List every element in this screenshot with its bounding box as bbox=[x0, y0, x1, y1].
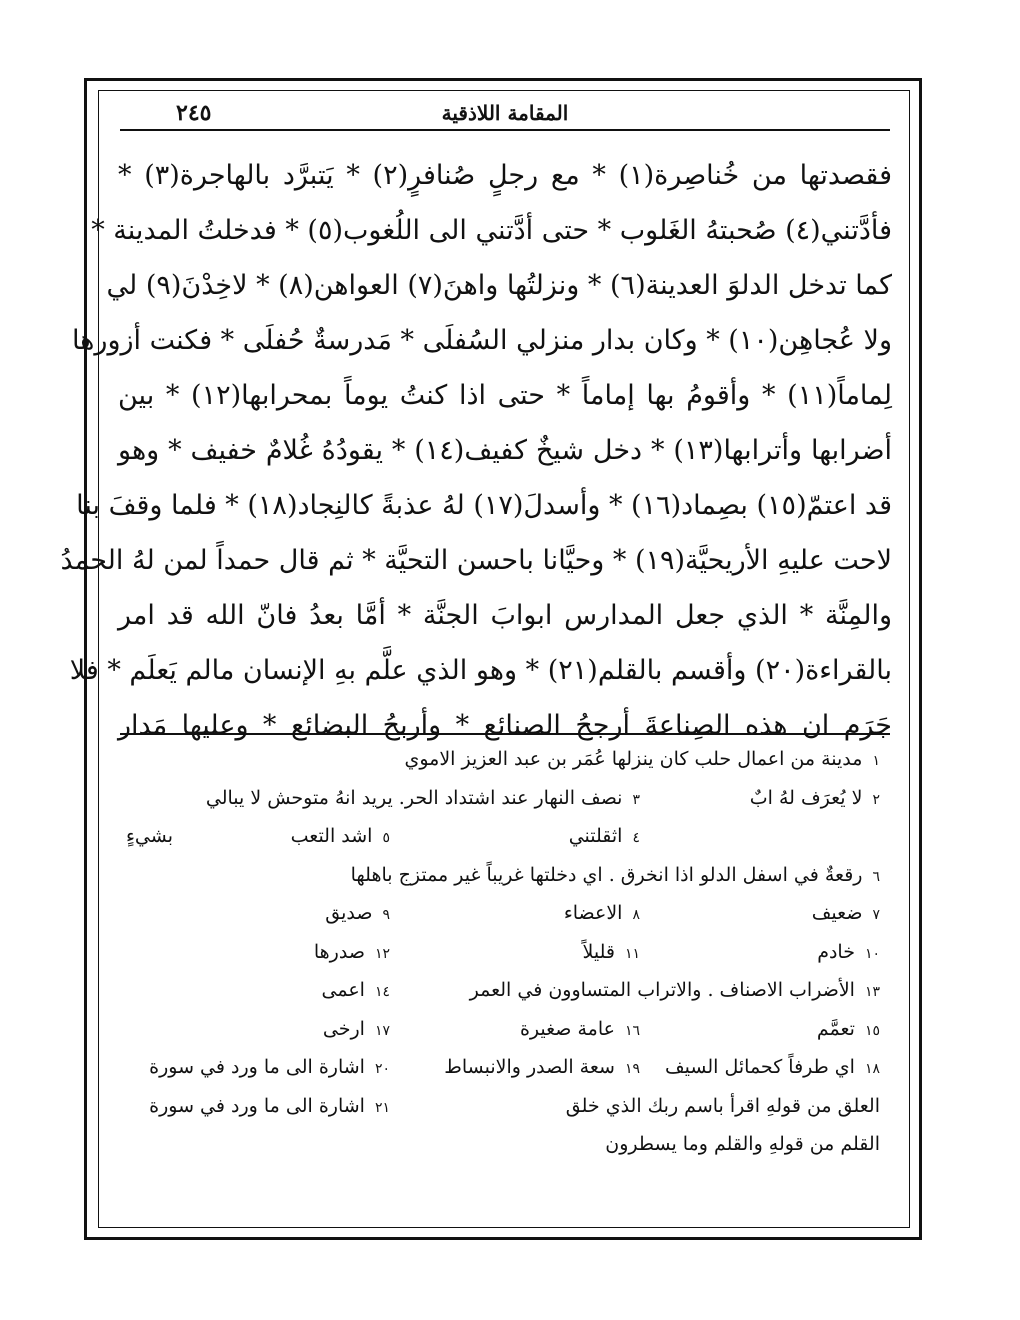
text-line: أضرابها وأترابها(١٣) * دخل شيخٌ كفيف(١٤) * يقودُهُ غُلامٌ خفيف * وهو bbox=[118, 435, 892, 466]
footnote-9: ٩صديق bbox=[325, 902, 390, 924]
footnote-10: ١٠خادم bbox=[817, 940, 880, 963]
footnote-row bbox=[120, 1010, 890, 1049]
footnote-row bbox=[120, 971, 890, 1010]
footnote-17: ١٧ارخى bbox=[322, 1017, 390, 1040]
footnote-row bbox=[120, 1087, 890, 1126]
text-line: لِماماً(١١) * وأقومُ بها إماماً * حتى اذا كنتُ يوماً بمحرابها(١٢) * بين bbox=[118, 380, 892, 411]
footnote-3: ٣نصف النهار عند اشتداد الحر. يريد انهُ متوحش لا يبالي bbox=[205, 786, 640, 809]
text-line: فأدَّتني(٤) صُحبتهُ الغَلوب * حتى أدَّتني الى اللُغوب(٥) * فدخلتُ المدينة * bbox=[91, 215, 892, 246]
footnote-16: ١٦عامة صغيرة bbox=[519, 1017, 640, 1040]
footnote-row bbox=[120, 1048, 890, 1087]
footnote-1: ١مدينة من اعمال حلب كان ينزلها عُمَر بن عبد العزيز الاموي bbox=[404, 748, 880, 770]
text-line: كما تدخل الدلوَ العدينة(٦) * ونزلتُها واهنَ(٧) العواهن(٨) * لاخِدْنَ(٩) لي bbox=[106, 270, 892, 301]
footnotes bbox=[120, 740, 890, 1164]
footnote-7: ٧ضعيف bbox=[811, 902, 880, 924]
footnote-21-continued: القلم من قولهِ والقلم وما يسطرون bbox=[605, 1133, 880, 1155]
footnote-4: ٤اثقلتني bbox=[568, 825, 640, 847]
footnote-14: ١٤اعمى bbox=[321, 979, 390, 1001]
footnote-20: ٢٠اشارة الى ما ورد في سورة bbox=[149, 1056, 390, 1078]
chapter-title: المقامة اللاذقية bbox=[441, 101, 569, 125]
page-header bbox=[120, 96, 890, 130]
footnote-row bbox=[120, 894, 890, 933]
footnote-20-continued: العلق من قولهِ اقرأ باسم ربك الذي خلق bbox=[565, 1094, 880, 1117]
footnote-19: ١٩سعة الصدر والانبساط bbox=[444, 1056, 640, 1078]
header-rule bbox=[120, 129, 890, 131]
footnote-18: ١٨اي طرفاً كحمائل السيف bbox=[665, 1056, 880, 1078]
main-text bbox=[60, 148, 892, 753]
page-number: ٢٤٥ bbox=[176, 100, 212, 126]
footnote-5: ٥اشد التعب bbox=[290, 825, 390, 847]
footnote-row bbox=[120, 740, 890, 779]
text-line: والمِنَّة * الذي جعل المدارس ابوابَ الجنَّة * أمَّا بعدُ فانّ الله قد امر bbox=[118, 600, 892, 631]
footnote-8: ٨الاعضاء bbox=[563, 902, 640, 924]
text-line: فقصدتها من خُناصِرة(١) * مع رجلٍ صُنافرٍ(٢) * يَتبرَّد بالهاجرة(٣) * bbox=[118, 160, 892, 191]
footnote-21: ٢١اشارة الى ما ورد في سورة bbox=[149, 1094, 390, 1117]
text-line: ولا عُجاهِن(١٠) * وكان بدار منزلي السُفلَى * مَدرسةٌ حُفلَى * فكنت أزورها bbox=[71, 325, 892, 356]
text-line: جَرَم ان هذه الصِناعةَ أرجحُ الصنائع * وأربحُ البضائع * وعليها مَدار bbox=[118, 710, 892, 741]
text-line: بالقراءة(٢٠) وأقسم بالقلم(٢١) * وهو الذي علَّم بهِ الإنسان مالم يَعلَم * فلا bbox=[69, 655, 892, 686]
footnote-13: ١٣الأضراب الاصناف . والاتراب المتساوون في العمر bbox=[469, 979, 880, 1001]
footnote-row bbox=[120, 1125, 890, 1164]
footnote-11: ١١قليلاً bbox=[582, 940, 640, 963]
footnotes-rule bbox=[120, 733, 890, 735]
footnote-row bbox=[120, 817, 890, 856]
text-line: لاحت عليهِ الأريحيَّة(١٩) * وحيَّانا باحسن التحيَّة * ثم قال حمداً لمن لهُ الحمدُ bbox=[60, 545, 892, 576]
footnote-12: ١٢صدرها bbox=[313, 940, 390, 963]
footnote-row bbox=[120, 779, 890, 818]
footnote-15: ١٥تعمَّم bbox=[816, 1017, 880, 1040]
footnote-2: ٢لا يُعرَف لهُ ابٌ bbox=[749, 786, 880, 809]
footnote-row bbox=[120, 933, 890, 972]
footnote-row bbox=[120, 856, 890, 895]
footnote-6: ٦رقعةٌ في اسفل الدلو اذا انخرق . اي دخلتها غريباً غير ممتزج باهلها bbox=[350, 863, 880, 886]
text-line: قد اعتمّ(١٥) بصِماد(١٦) * وأسدلَ(١٧) لهُ عذبةً كالنِجاد(١٨) * فلما وقفَ بنا bbox=[76, 490, 892, 521]
footnote-3-continued: بشيءٍ bbox=[126, 825, 174, 847]
